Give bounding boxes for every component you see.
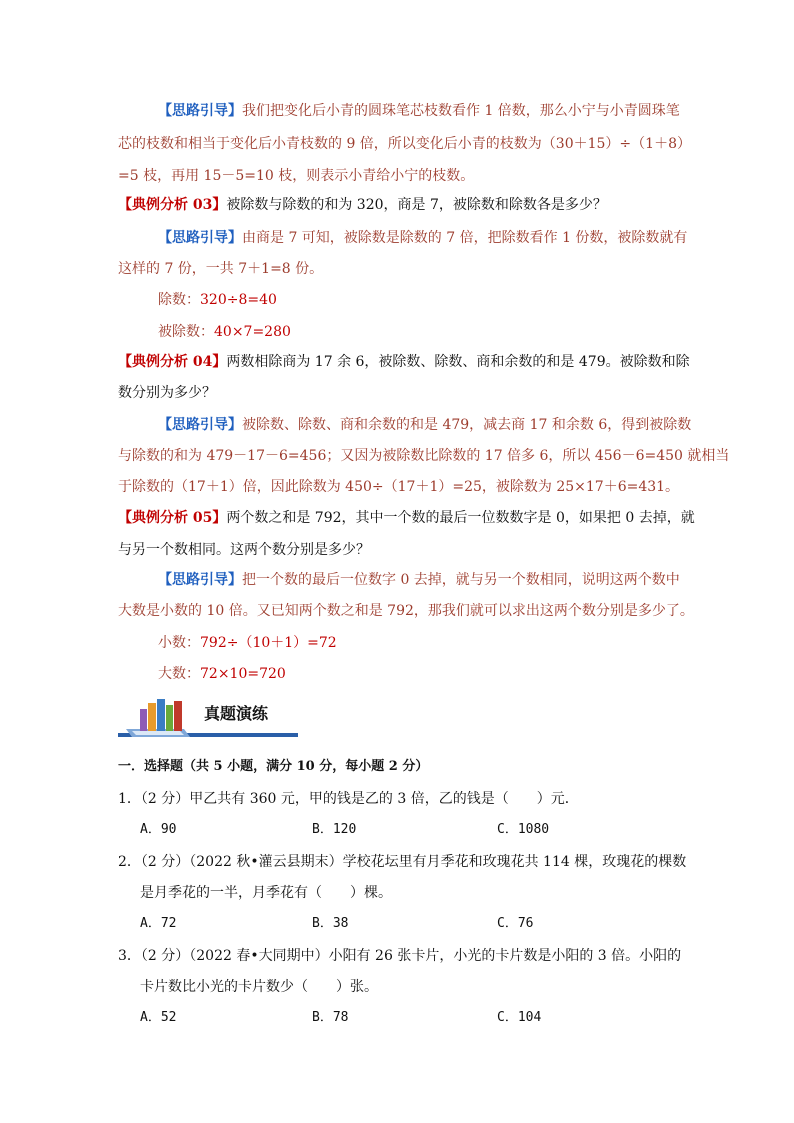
example-question (118, 508, 695, 528)
section-title: 真题演练 (204, 704, 269, 723)
guide-line: 与除数的和为 479－17－6=456；又因为被除数比除数的 17 倍多 6，所以 456－6=450 就相当 (118, 448, 730, 464)
guide-line: 于除数的（17＋1）倍，因此除数为 450÷（17＋1）=25，被除数为 25×17＋6=431。 (118, 479, 680, 495)
answer-value: 40×7=280 (214, 324, 291, 340)
option-a: A．90 (140, 822, 177, 837)
guide-text: 被除数、除数、商和余数的和是 479，减去商 17 和余数 6，得到被除数 (242, 417, 692, 433)
guide-line: =5 枝，再用 15－5=10 枝，则表示小青给小宁的枝数。 (118, 168, 475, 184)
guide-tag: 【思路引导】 (158, 103, 242, 119)
example-tag: 【典例分析 04】 (118, 354, 227, 370)
answer-label: 大数： (158, 666, 200, 682)
guide-tag: 【思路引导】 (158, 572, 242, 588)
answer-value: 792÷（10＋1）=72 (200, 635, 337, 651)
guide-text: 我们把变化后小青的圆珠笔芯枝数看作 1 倍数，那么小宁与小青圆珠笔 (242, 103, 680, 119)
question-text: 与另一个数相同。这两个数分别是多少？ (118, 542, 370, 558)
guide-tag: 【思路引导】 (158, 417, 242, 433)
question-text: 被除数与除数的和为 320，商是 7，被除数和除数各是多少？ (226, 197, 607, 213)
answer-line (158, 290, 277, 310)
question-text: 两数相除商为 17 余 6，被除数、除数、商和余数的和是 479。被除数和除 (226, 354, 690, 370)
guide-line: 这样的 7 份，一共 7＋1=8 份。 (118, 261, 324, 277)
question-stem: 3．（2 分）（2022 春•大同期中）小阳有 26 张卡片，小光的卡片数是小阳的 3 倍。小阳的 (118, 948, 682, 964)
guide-line: 大数是小数的 10 倍。又已知两个数之和是 792，那我们就可以求出这两个数分别是多少了。 (118, 603, 694, 619)
guide-line: 芯的枝数和相当于变化后小青枝数的 9 倍，所以变化后小青的枝数为（30＋15）÷（1＋8） (118, 136, 691, 152)
example-tag: 【典例分析 03】 (118, 197, 227, 213)
question-text: 数分别为多少？ (118, 385, 216, 401)
answer-label: 小数： (158, 635, 200, 651)
question-text: 两个数之和是 792，其中一个数的最后一位数数字是 0，如果把 0 去掉，就 (226, 510, 695, 526)
answer-line (158, 633, 337, 653)
answer-label: 除数： (158, 292, 200, 308)
guide-line (158, 570, 680, 590)
answer-value: 72×10=720 (200, 666, 286, 682)
example-tag: 【典例分析 05】 (118, 510, 227, 526)
example-question (118, 352, 690, 372)
guide-line (158, 101, 680, 121)
answer-line (158, 322, 291, 342)
guide-text: 把一个数的最后一位数字 0 去掉，就与另一个数相同，说明这两个数中 (242, 572, 680, 588)
option-c: C．76 (497, 916, 534, 931)
option-b: B．78 (312, 1010, 349, 1025)
answer-line (158, 664, 286, 684)
option-a: A．52 (140, 1010, 177, 1025)
question-stem: 卡片数比小光的卡片数少（ ）张。 (140, 979, 378, 995)
guide-line (158, 228, 687, 248)
section-header: 一．选择题（共 5 小题，满分 10 分，每小题 2 分） (118, 759, 429, 774)
option-c: C．104 (497, 1010, 542, 1025)
guide-line (158, 415, 691, 435)
option-b: B．38 (312, 916, 349, 931)
question-stem: 2．（2 分）（2022 秋•灌云县期末）学校花坛里有月季花和玫瑰花共 114 棵，玫瑰花的棵数 (118, 854, 687, 870)
option-c: C．1080 (497, 822, 550, 837)
example-question (118, 195, 607, 215)
answer-value: 320÷8=40 (200, 292, 277, 308)
answer-label: 被除数： (158, 324, 214, 340)
option-a: A．72 (140, 916, 177, 931)
guide-tag: 【思路引导】 (158, 230, 242, 246)
option-b: B．120 (312, 822, 357, 837)
question-stem: 1．（2 分）甲乙共有 360 元，甲的钱是乙的 3 倍，乙的钱是（ ）元． (118, 791, 579, 807)
question-stem: 是月季花的一半，月季花有（ ）棵。 (140, 885, 392, 901)
guide-text: 由商是 7 可知，被除数是除数的 7 倍，把除数看作 1 份数，被除数就有 (242, 230, 688, 246)
